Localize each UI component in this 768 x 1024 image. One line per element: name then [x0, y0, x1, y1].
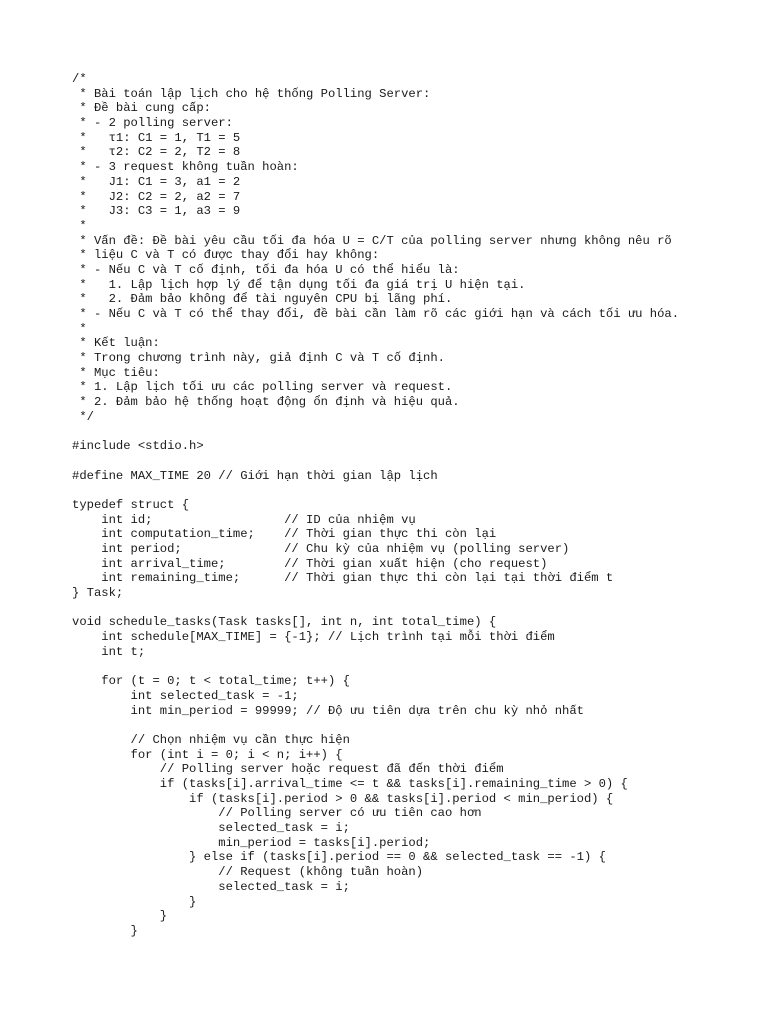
code-line: #define MAX_TIME 20 // Giới hạn thời gian lập lịch	[72, 468, 438, 483]
code-line: int arrival_time; // Thời gian xuất hiện (cho request)	[72, 556, 548, 571]
code-line: *	[72, 218, 87, 233]
code-line: * 2. Đảm bảo không để tài nguyên CPU bị lãng phí.	[72, 292, 453, 307]
code-line: * - 3 request không tuần hoàn:	[72, 160, 299, 175]
code-line: min_period = tasks[i].period;	[72, 835, 431, 850]
code-line: for (t = 0; t < total_time; t++) {	[72, 674, 350, 689]
code-line: } Task;	[72, 586, 124, 601]
code-line: * Vấn đề: Đề bài yêu cầu tối đa hóa U = C/T của polling server nhưng không nêu rõ	[72, 233, 672, 248]
code-line: // Polling server hoặc request đã đến thời điểm	[72, 762, 504, 777]
code-line: * τ1: C1 = 1, T1 = 5	[72, 130, 241, 145]
code-line: int id; // ID của nhiệm vụ	[72, 512, 416, 527]
code-line: selected_task = i;	[72, 879, 350, 894]
code-line: * Mục tiêu:	[72, 365, 160, 380]
code-line: if (tasks[i].arrival_time <= t && tasks[i].remaining_time > 0) {	[72, 777, 628, 791]
code-line: #include <stdio.h>	[72, 439, 204, 454]
code-line: * Đề bài cung cấp:	[72, 101, 211, 116]
code-line: *	[72, 321, 87, 336]
code-line: }	[72, 909, 168, 924]
code-line: * Kết luận:	[72, 336, 160, 351]
code-line: * Bài toán lập lịch cho hệ thống Polling Server:	[72, 86, 431, 101]
code-line: * τ2: C2 = 2, T2 = 8	[72, 145, 241, 160]
code-line: }	[72, 894, 197, 909]
code-line: int period; // Chu kỳ của nhiệm vụ (polling server)	[72, 542, 570, 556]
code-line: * J2: C2 = 2, a2 = 7	[72, 189, 241, 204]
code-line: * J1: C1 = 3, a1 = 2	[72, 174, 241, 189]
code-line: // Chọn nhiệm vụ cần thực hiện	[72, 732, 350, 747]
code-line: * - 2 polling server:	[72, 116, 233, 131]
code-line	[72, 425, 679, 440]
code-line	[72, 601, 679, 616]
code-line	[72, 483, 679, 498]
code-line: int remaining_time; // Thời gian thực thi còn lại tại thời điểm t	[72, 571, 614, 586]
code-line: }	[72, 923, 138, 938]
code-listing	[72, 72, 679, 939]
code-line	[72, 718, 679, 733]
code-line: } else if (tasks[i].period == 0 && selected_task == -1) {	[72, 850, 606, 865]
code-line: int min_period = 99999; // Độ ưu tiên dựa trên chu kỳ nhỏ nhất	[72, 703, 584, 718]
code-line	[72, 454, 679, 469]
code-line: void schedule_tasks(Task tasks[], int n, int total_time) {	[72, 615, 497, 630]
code-line: int t;	[72, 644, 146, 659]
code-line: selected_task = i;	[72, 821, 350, 836]
code-line: typedef struct {	[72, 497, 190, 512]
code-line: int computation_time; // Thời gian thực thi còn lại	[72, 527, 497, 542]
code-line: * 2. Đảm bảo hệ thống hoạt động ổn định và hiệu quả.	[72, 395, 460, 410]
code-line: * J3: C3 = 1, a3 = 9	[72, 204, 241, 219]
code-line: // Polling server có ưu tiên cao hơn	[72, 806, 482, 821]
code-line: /*	[72, 72, 87, 86]
code-line: if (tasks[i].period > 0 && tasks[i].period < min_period) {	[72, 791, 614, 806]
code-line: * liệu C và T có được thay đổi hay không:	[72, 248, 380, 263]
code-line: int selected_task = -1;	[72, 688, 299, 703]
code-line: * - Nếu C và T cố định, tối đa hóa U có thể hiểu là:	[72, 262, 460, 277]
code-line: // Request (không tuần hoàn)	[72, 865, 424, 880]
code-line: */	[72, 409, 94, 424]
code-line: for (int i = 0; i < n; i++) {	[72, 747, 343, 762]
code-line: * 1. Lập lịch tối ưu các polling server và request.	[72, 380, 453, 395]
code-line: int schedule[MAX_TIME] = {-1}; // Lịch trình tại mỗi thời điểm	[72, 630, 555, 645]
code-line	[72, 660, 679, 675]
code-line: * 1. Lập lịch hợp lý để tận dụng tối đa giá trị U hiện tại.	[72, 277, 526, 292]
code-line: * Trong chương trình này, giả định C và T cố định.	[72, 351, 445, 366]
code-line: * - Nếu C và T có thể thay đổi, đề bài cần làm rõ các giới hạn và cách tối ưu hóa.	[72, 307, 680, 321]
